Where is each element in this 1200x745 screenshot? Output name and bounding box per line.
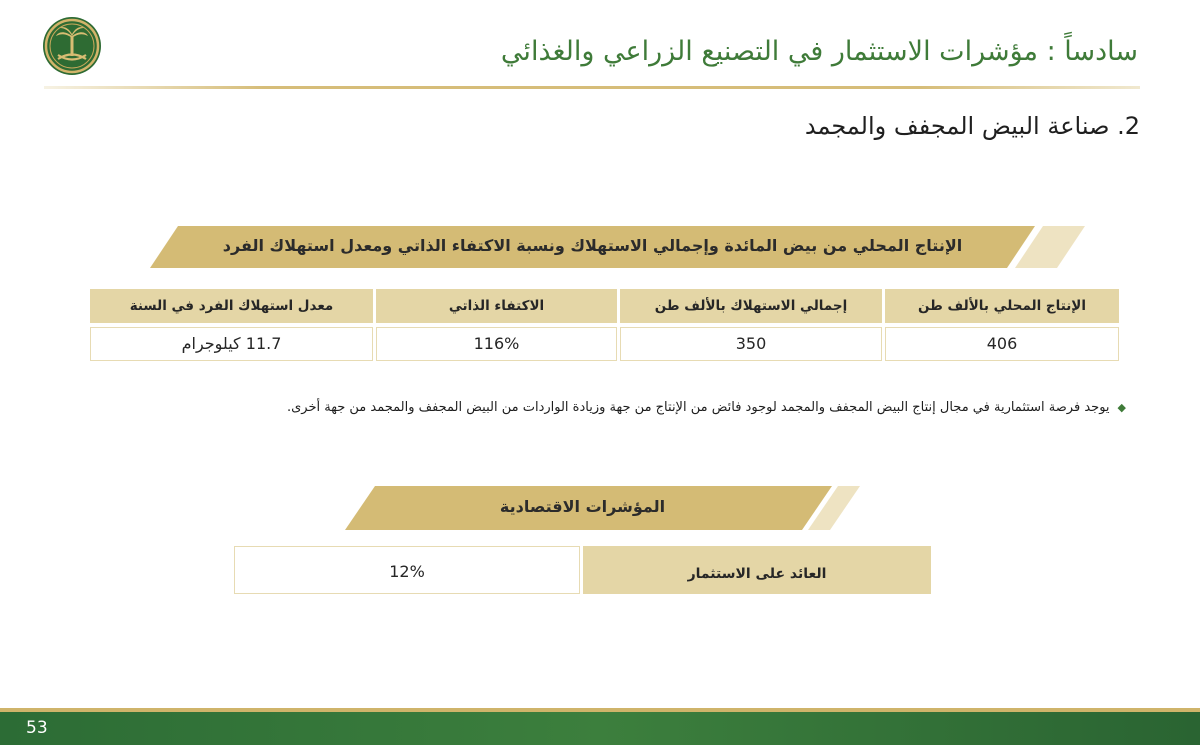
table-cell: 350 <box>620 327 882 361</box>
economic-indicators-text: المؤشرات الاقتصادية <box>499 497 666 516</box>
palm-swords-emblem-icon <box>42 16 102 76</box>
ministry-logo <box>42 16 102 76</box>
economic-indicators-banner <box>345 486 860 530</box>
table-header: الاكتفاء الذاتي <box>376 289 617 323</box>
roi-value: 12% <box>234 546 580 594</box>
production-banner <box>150 226 1085 268</box>
production-banner-text: الإنتاج المحلي من بيض المائدة وإجمالي الاستهلاك ونسبة الاكتفاء الذاتي ومعدل استهلاك الفرد <box>222 236 963 255</box>
header-divider <box>44 86 1140 89</box>
table-header: الإنتاج المحلي بالألف طن <box>885 289 1119 323</box>
table-header: معدل استهلاك الفرد في السنة <box>90 289 373 323</box>
investment-note <box>287 400 1126 415</box>
table-cell: 116% <box>376 327 617 361</box>
diamond-bullet-icon: ◆ <box>1117 401 1126 414</box>
table-cell: 11.7 كيلوجرام <box>90 327 373 361</box>
footer-bar <box>0 712 1200 745</box>
table-cell: 406 <box>885 327 1119 361</box>
page-title: سادساً : مؤشرات الاستثمار في التصنيع الزراعي والغذائي <box>500 36 1138 67</box>
table-header: إجمالي الاستهلاك بالألف طن <box>620 289 882 323</box>
roi-label: العائد على الاستثمار <box>583 546 931 594</box>
page-number: 53 <box>26 718 48 738</box>
section-title: 2. صناعة البيض المجفف والمجمد <box>804 112 1140 140</box>
investment-note-text: يوجد فرصة استثمارية في مجال إنتاج البيض المجفف والمجمد لوجود فائض من الإنتاج من جهة وزيادة الواردات من البيض المجفف والمجمد من جهة أخرى. <box>287 400 1110 415</box>
